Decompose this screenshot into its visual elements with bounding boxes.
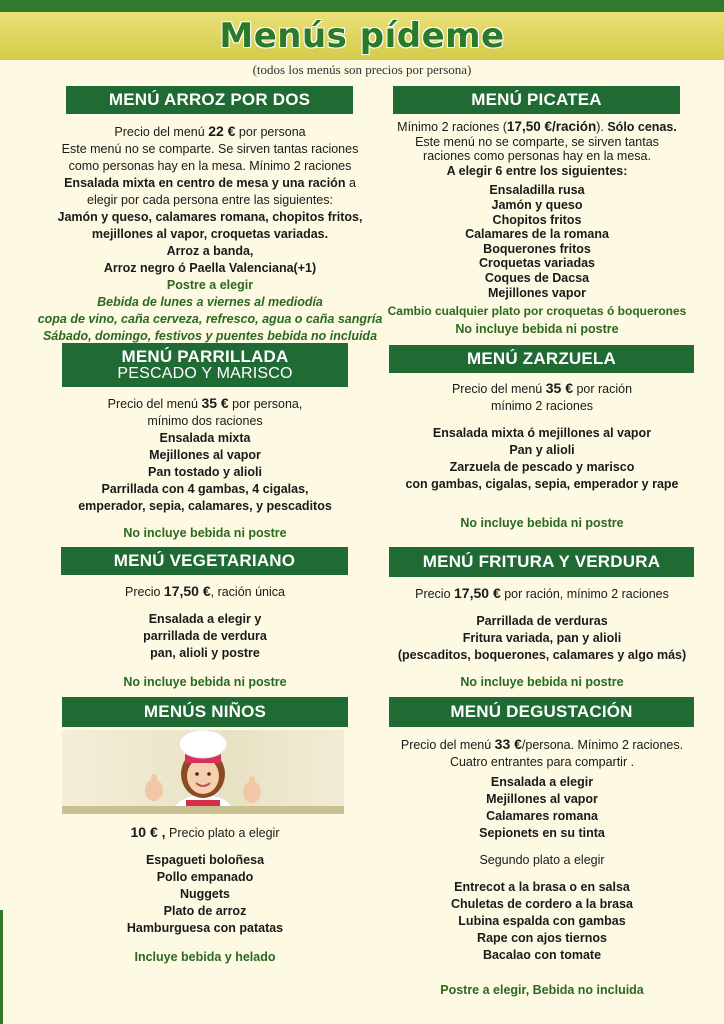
- ninos-price: 10 € ,: [130, 824, 166, 840]
- parrillada-price: 35 €: [201, 395, 229, 411]
- arroz-price-line: Precio del menú 22 € por persona: [114, 123, 306, 139]
- page-subtitle: (todos los menús son precios por persona): [252, 62, 472, 77]
- arroz-drink-1: Bebida de lunes a viernes al mediodía: [97, 295, 323, 309]
- banner-fritura-title: MENÚ FRITURA Y VERDURA: [422, 552, 661, 572]
- parrillada-note: No incluye bebida ni postre: [123, 526, 287, 540]
- arroz-drink-3: Sábado, domingo, festivos y puentes bebida no incluida: [42, 329, 378, 343]
- arroz-desc-2: como personas hay en la mesa. Mínimo 2 raciones: [68, 159, 352, 173]
- section-ninos: [25, 824, 385, 966]
- zarzuela-note: No incluye bebida ni postre: [460, 516, 624, 530]
- degustacion-main: Entrecot a la brasa o en salsa: [454, 880, 630, 894]
- fritura-price-line: Precio 17,50 € por ración, mínimo 2 raciones: [415, 585, 669, 601]
- parrillada-item: Ensalada mixta: [159, 431, 251, 445]
- degustacion-main: Lubina espalda con gambas: [458, 914, 626, 928]
- arroz-line-b: elegir por cada persona entre las siguientes:: [87, 193, 333, 207]
- zarzuela-item: Zarzuela de pescado y marisco: [449, 460, 635, 474]
- ninos-item: Nuggets: [180, 887, 230, 901]
- section-fritura: [372, 585, 712, 691]
- zarzuela-price-line: Precio del menú 35 € por ración: [451, 380, 633, 396]
- arroz-drink-2: copa de vino, caña cerveza, refresco, agua o caña sangría: [37, 312, 383, 326]
- picatea-item: Ensaladilla rusa: [489, 183, 585, 198]
- section-arroz: [20, 123, 400, 345]
- parrillada-min: mínimo dos raciones: [147, 414, 263, 428]
- header-band: [0, 12, 724, 60]
- arroz-desc-1: Este menú no se comparte. Se sirven tantas raciones: [61, 142, 359, 156]
- zarzuela-price: 35 €: [545, 380, 573, 396]
- banner-arroz-title: MENÚ ARROZ POR DOS: [108, 90, 311, 110]
- fritura-item: (pescaditos, boquerones, calamares y algo más): [397, 648, 687, 662]
- left-edge-stripe: [0, 910, 3, 1024]
- page-title: Menús pídeme: [219, 16, 505, 56]
- picatea-min-line: Mínimo 2 raciones (17,50 €/ración). Sólo cenas.: [397, 119, 677, 134]
- arroz-line-a: Ensalada mixta en centro de mesa y una ración a: [64, 176, 356, 190]
- vegetariano-note: No incluye bebida ni postre: [123, 675, 287, 689]
- degustacion-starters-label: Cuatro entrantes para compartir .: [449, 755, 635, 769]
- banner-parrillada-title: MENÚ PARRILLADA: [121, 346, 289, 366]
- degustacion-starter: Sepionets en su tinta: [479, 826, 605, 840]
- fritura-item: Fritura variada, pan y alioli: [462, 631, 622, 645]
- degustacion-main: Chuletas de cordero a la brasa: [450, 897, 633, 911]
- fritura-price: 17,50 €: [454, 585, 501, 601]
- picatea-desc-2: raciones como personas hay en la mesa.: [423, 149, 651, 164]
- banner-vegetariano: [61, 547, 348, 575]
- banner-ninos: [62, 697, 348, 727]
- degustacion-price: 33 €: [494, 736, 522, 752]
- arroz-rice-2: Arroz negro ó Paella Valenciana(+1): [103, 261, 317, 275]
- picatea-item: Croquetas variadas: [478, 256, 596, 271]
- arroz-rice-1: Arroz a banda,: [166, 244, 254, 258]
- zarzuela-item: Ensalada mixta ó mejillones al vapor: [432, 426, 652, 440]
- arroz-options-1: Jamón y queso, calamares romana, chopitos fritos,: [57, 210, 363, 224]
- banner-arroz: [66, 86, 353, 114]
- vegetariano-item: pan, alioli y postre: [150, 646, 260, 660]
- arroz-dessert: Postre a elegir: [166, 278, 254, 292]
- vegetariano-item: Ensalada a elegir y: [148, 612, 262, 626]
- picatea-item: Coques de Dacsa: [484, 270, 590, 285]
- picatea-desc-1: Este menú no se comparte, se sirven tantas: [415, 134, 659, 149]
- banner-picatea: [393, 86, 680, 114]
- degustacion-note: Postre a elegir, Bebida no incluida: [440, 983, 644, 997]
- vegetariano-item: parrillada de verdura: [143, 629, 267, 643]
- section-parrillada: [25, 395, 385, 542]
- picatea-item: Chopitos fritos: [492, 212, 582, 227]
- vegetariano-price-line: Precio 17,50 €, ración única: [125, 583, 285, 599]
- degustacion-main: Rape con ajos tiernos: [477, 931, 607, 945]
- ninos-item: Hamburguesa con patatas: [126, 921, 284, 935]
- top-strip: [0, 0, 724, 12]
- degustacion-main: Bacalao con tomate: [482, 948, 602, 962]
- banner-degustacion-title: MENÚ DEGUSTACIÓN: [450, 702, 633, 722]
- picatea-item: Mejillones vapor: [488, 285, 586, 300]
- picatea-choose: A elegir 6 entre los siguientes:: [446, 163, 628, 178]
- banner-zarzuela: [389, 345, 694, 373]
- section-vegetariano: [25, 583, 385, 691]
- kids-photo: [62, 730, 344, 814]
- picatea-item: Boquerones fritos: [483, 241, 591, 256]
- degustacion-second-label: Segundo plato a elegir: [479, 853, 605, 867]
- degustacion-starter: Ensalada a elegir: [490, 775, 594, 789]
- picatea-price: 17,50 €/ración: [506, 119, 597, 134]
- parrillada-item: Parrillada con 4 gambas, 4 cigalas,: [101, 482, 309, 496]
- ninos-price-line: 10 € , Precio plato a elegir: [130, 824, 280, 840]
- fritura-note: No incluye bebida ni postre: [460, 675, 624, 689]
- picatea-item: Calamares de la romana: [465, 227, 609, 242]
- ninos-note: Incluye bebida y helado: [134, 950, 276, 964]
- section-degustacion: [372, 736, 712, 999]
- picatea-item: Jamón y queso: [491, 197, 583, 212]
- arroz-price: 22 €: [208, 123, 236, 139]
- ninos-item: Espagueti boloñesa: [145, 853, 265, 867]
- banner-picatea-title: MENÚ PICATEA: [471, 90, 602, 110]
- ninos-item: Plato de arroz: [163, 904, 247, 918]
- fritura-item: Parrillada de verduras: [476, 614, 608, 628]
- parrillada-item: emperador, sepia, calamares, y pescaditos: [78, 499, 332, 513]
- degustacion-starter: Calamares romana: [486, 809, 598, 823]
- section-zarzuela: [372, 380, 712, 532]
- banner-ninos-title: MENÚS NIÑOS: [143, 702, 267, 722]
- picatea-swap: Cambio cualquier plato por croquetas ó boquerones: [387, 304, 687, 319]
- degustacion-starter: Mejillones al vapor: [486, 792, 598, 806]
- section-picatea: [370, 120, 704, 336]
- banner-fritura: [389, 547, 694, 577]
- vegetariano-price: 17,50 €: [163, 583, 211, 599]
- ninos-item: Pollo empanado: [156, 870, 254, 884]
- zarzuela-item: Pan y alioli: [509, 443, 575, 457]
- chef-girl-illustration: [62, 730, 344, 814]
- picatea-note: No incluye bebida ni postre: [455, 321, 619, 336]
- parrillada-item: Mejillones al vapor: [149, 448, 261, 462]
- banner-zarzuela-title: MENÚ ZARZUELA: [467, 349, 616, 369]
- arroz-options-2: mejillones al vapor, croquetas variadas.: [91, 227, 329, 241]
- banner-parrillada-subtitle: PESCADO Y MARISCO: [117, 364, 293, 382]
- banner-parrillada: [62, 343, 348, 387]
- banner-degustacion: [389, 697, 694, 727]
- banner-vegetariano-title: MENÚ VEGETARIANO: [113, 551, 296, 571]
- zarzuela-min: mínimo 2 raciones: [490, 399, 594, 413]
- parrillada-price-line: Precio del menú 35 € por persona,: [107, 395, 303, 411]
- degustacion-price-line: Precio del menú 33 €/persona. Mínimo 2 raciones.: [400, 736, 684, 752]
- zarzuela-item: con gambas, cigalas, sepia, emperador y rape: [405, 477, 679, 491]
- parrillada-item: Pan tostado y alioli: [148, 465, 262, 479]
